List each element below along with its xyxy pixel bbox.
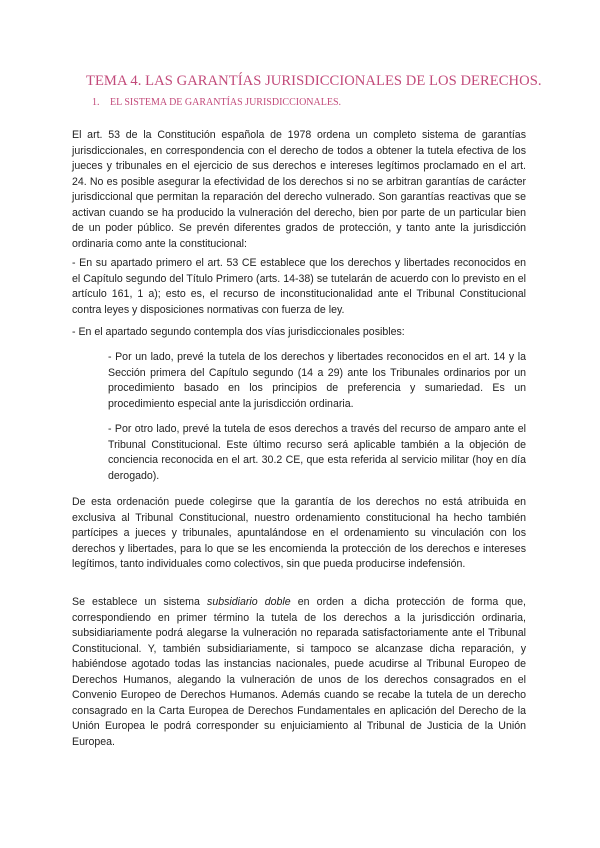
intro-paragraph: El art. 53 de la Constitución española de 1978 ordena un completo sistema de garantías jurisdiccionales, en correspondencia con el derecho de todos a obtener la tutela efectiva de los jueces y tribunales en el ejercicio de sus derechos e intereses legítimos proclamado en el art. 24. No es posible asegurar la efectividad de los derechos si no se arbitran garantías de carácter jurisdiccional que permitan la reparación del derecho vulnerado. Son garantías reactivas que se activan cuando se ha producido la vulneración del derecho, bien por parte de un particular bien de un poder público. Se prevén diferentes grados de protección, y tanto ante la jurisdicción ordinaria como ante la constitucional: (72, 129, 526, 250)
document-title: TEMA 4. LAS GARANTÍAS JURISDICCIONALES DE LOS DERECHOS. (86, 73, 542, 89)
subsidiary-text-rest: en orden a dicha protección de forma que, correspondiendo en primer término la tutela de los derechos a la jurisdicción ordinaria, subsidiariamente podrá alegarse la vulneración no reparada satisfactoriamente ante el Tribunal Constitucional. Y, también subsidiariamente, si tampoco se alcanzase dicha reparación, y habiéndose agotado todas las instancias nacionales, puede acudirse al Tribunal Europeo de Derechos Humanos, alegando la vulneración de unos de los derechos consagrados en el Convenio Europeo de Derechos Humanos. Además cuando se recabe la tutela de un derecho consagrado en la Carta Europea de Derechos Fundamentales en aplicación del Derecho de la Unión Europea le podrá corresponder su enjuiciamiento al Tribunal de Justicia de la Unión Europea. (72, 596, 526, 748)
subsidiary-system-paragraph (72, 595, 526, 750)
subsidiary-emphasis: subsidiario doble (207, 596, 291, 608)
first-section-paragraph: - En su apartado primero el art. 53 CE establece que los derechos y libertades reconocidos en el Capítulo segundo del Título Primero (arts. 14-38) se tutelarán de acuerdo con lo previsto en el artículo 161, 1 a); esto es, el recurso de inconstitucionalidad ante el Tribunal Constitucional contra leyes y disposiciones normativas con fuerza de ley. (72, 257, 526, 316)
ordinary-courts-paragraph: - Por un lado, prevé la tutela de los derechos y libertades reconocidos en el art. 14 y la Sección primera del Capítulo segundo (14 a 29) ante los Tribunales ordinarios por un procedimiento basado en los principios de preferencia y sumariedad. Es un procedimiento especial ante la jurisdicción ordinaria. (108, 351, 526, 410)
second-section-paragraph: - En el apartado segundo contempla dos vías jurisdiccionales posibles: (72, 326, 405, 338)
subsidiary-text-start: Se establece un sistema (72, 596, 208, 608)
section-number: 1. (92, 97, 100, 108)
ordering-paragraph: De esta ordenación puede colegirse que la garantía de los derechos no está atribuida en exclusiva al Tribunal Constitucional, nuestro ordenamiento constitucional ha hecho también partícipes a jueces y tribunales, apuntalándose en el ordenamiento su vinculación con los derechos y libertades, para lo que se les encomienda la protección de los derechos e intereses legítimos, tanto individuales como colectivos, sin que pueda producirse indefensión. (72, 496, 526, 570)
section-heading (92, 97, 341, 108)
section-title: EL SISTEMA DE GARANTÍAS JURISDICCIONALES. (110, 97, 342, 108)
amparo-paragraph: - Por otro lado, prevé la tutela de esos derechos a través del recurso de amparo ante el Tribunal Constitucional. Este último recurso será aplicable también a la objeción de conciencia reconocida en el art. 30.2 CE, que esta referida al servicio militar (hoy en día derogado). (108, 423, 526, 482)
